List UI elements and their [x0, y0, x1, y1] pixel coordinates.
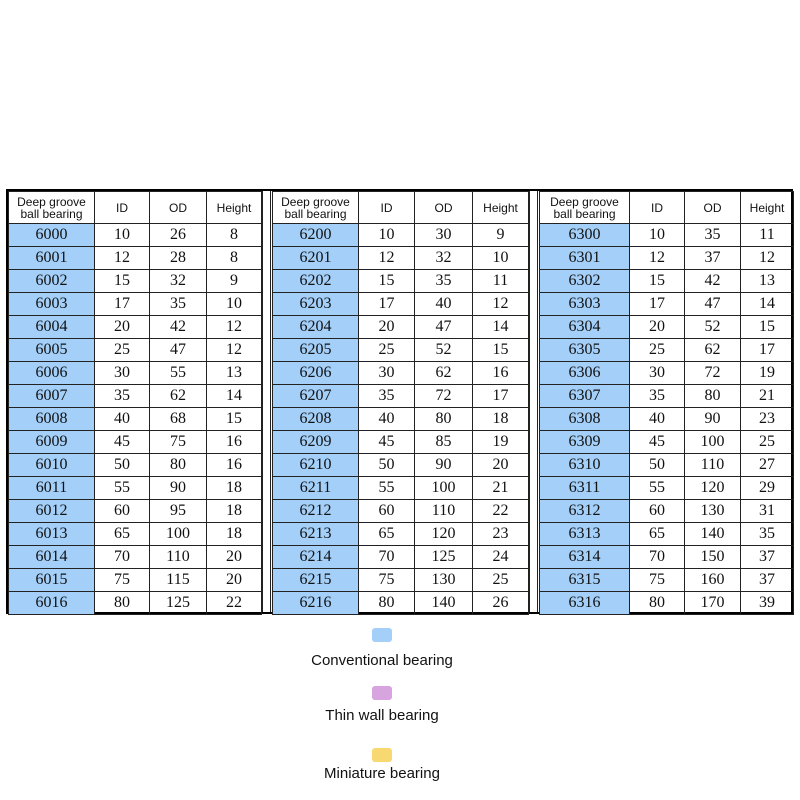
table-row: [540, 569, 794, 592]
legend-label-miniature: Miniature bearing: [324, 765, 440, 782]
outer-diameter-cell: 47: [415, 316, 473, 339]
height-value-cell: 8: [207, 247, 262, 270]
outer-diameter-cell: 140: [415, 592, 473, 615]
outer-diameter-cell: 42: [685, 270, 741, 293]
table-gap: [529, 191, 538, 612]
height-value-cell: 26: [473, 592, 529, 615]
legend-swatch-conventional: [372, 628, 392, 642]
inner-diameter-cell: 45: [630, 431, 685, 454]
inner-diameter-cell: 70: [95, 546, 150, 569]
inner-diameter-cell: 55: [359, 477, 415, 500]
inner-diameter-cell: 60: [359, 500, 415, 523]
model-number-cell: 6211: [273, 477, 359, 500]
table-row: [9, 385, 262, 408]
table-row: [9, 523, 262, 546]
inner-diameter-cell: 75: [359, 569, 415, 592]
model-number-cell: 6007: [9, 385, 95, 408]
inner-diameter-cell: 35: [359, 385, 415, 408]
height-value-cell: 18: [207, 477, 262, 500]
outer-diameter-cell: 90: [415, 454, 473, 477]
table-row: [540, 224, 794, 247]
height-value-cell: 11: [741, 224, 794, 247]
outer-diameter-cell: 52: [685, 316, 741, 339]
outer-diameter-cell: 47: [685, 293, 741, 316]
table-row: [273, 408, 529, 431]
header-height: Height: [741, 192, 794, 224]
height-value-cell: 13: [741, 270, 794, 293]
bearing-tables: [6, 189, 793, 614]
table-header-row: [273, 192, 529, 224]
table-row: [273, 431, 529, 454]
height-value-cell: 15: [741, 316, 794, 339]
outer-diameter-cell: 110: [415, 500, 473, 523]
inner-diameter-cell: 25: [359, 339, 415, 362]
header-bearing-type: Deep groove ball bearing: [540, 192, 630, 224]
outer-diameter-cell: 26: [150, 224, 207, 247]
model-number-cell: 6307: [540, 385, 630, 408]
inner-diameter-cell: 60: [95, 500, 150, 523]
inner-diameter-cell: 10: [630, 224, 685, 247]
model-number-cell: 6309: [540, 431, 630, 454]
table-row: [9, 454, 262, 477]
inner-diameter-cell: 60: [630, 500, 685, 523]
height-value-cell: 19: [741, 362, 794, 385]
model-number-cell: 6302: [540, 270, 630, 293]
model-number-cell: 6306: [540, 362, 630, 385]
outer-diameter-cell: 150: [685, 546, 741, 569]
outer-diameter-cell: 125: [415, 546, 473, 569]
table-row: [9, 316, 262, 339]
model-number-cell: 6203: [273, 293, 359, 316]
outer-diameter-cell: 75: [150, 431, 207, 454]
model-number-cell: 6310: [540, 454, 630, 477]
model-number-cell: 6216: [273, 592, 359, 615]
model-number-cell: 6201: [273, 247, 359, 270]
inner-diameter-cell: 75: [95, 569, 150, 592]
inner-diameter-cell: 70: [359, 546, 415, 569]
table-row: [540, 316, 794, 339]
inner-diameter-cell: 65: [630, 523, 685, 546]
height-value-cell: 21: [741, 385, 794, 408]
model-number-cell: 6213: [273, 523, 359, 546]
table-row: [273, 500, 529, 523]
model-number-cell: 6311: [540, 477, 630, 500]
inner-diameter-cell: 20: [95, 316, 150, 339]
height-value-cell: 20: [207, 546, 262, 569]
height-value-cell: 18: [473, 408, 529, 431]
header-od: OD: [150, 192, 207, 224]
inner-diameter-cell: 30: [359, 362, 415, 385]
outer-diameter-cell: 28: [150, 247, 207, 270]
height-value-cell: 15: [207, 408, 262, 431]
height-value-cell: 21: [473, 477, 529, 500]
model-number-cell: 6215: [273, 569, 359, 592]
inner-diameter-cell: 55: [95, 477, 150, 500]
model-number-cell: 6305: [540, 339, 630, 362]
outer-diameter-cell: 32: [415, 247, 473, 270]
outer-diameter-cell: 62: [415, 362, 473, 385]
height-value-cell: 35: [741, 523, 794, 546]
inner-diameter-cell: 65: [95, 523, 150, 546]
table-row: [273, 385, 529, 408]
table-row: [9, 477, 262, 500]
table-row: [9, 592, 262, 615]
height-value-cell: 10: [473, 247, 529, 270]
inner-diameter-cell: 35: [95, 385, 150, 408]
header-id: ID: [630, 192, 685, 224]
outer-diameter-cell: 42: [150, 316, 207, 339]
table-header-row: [9, 192, 262, 224]
model-number-cell: 6315: [540, 569, 630, 592]
model-number-cell: 6212: [273, 500, 359, 523]
height-value-cell: 25: [741, 431, 794, 454]
table-row: [540, 431, 794, 454]
table-row: [540, 500, 794, 523]
height-value-cell: 16: [207, 454, 262, 477]
table-row: [9, 431, 262, 454]
height-value-cell: 20: [473, 454, 529, 477]
table-row: [9, 224, 262, 247]
header-height: Height: [473, 192, 529, 224]
outer-diameter-cell: 80: [150, 454, 207, 477]
model-number-cell: 6015: [9, 569, 95, 592]
inner-diameter-cell: 45: [359, 431, 415, 454]
header-od: OD: [685, 192, 741, 224]
inner-diameter-cell: 25: [95, 339, 150, 362]
height-value-cell: 20: [207, 569, 262, 592]
height-value-cell: 37: [741, 569, 794, 592]
inner-diameter-cell: 10: [359, 224, 415, 247]
outer-diameter-cell: 90: [150, 477, 207, 500]
model-number-cell: 6304: [540, 316, 630, 339]
inner-diameter-cell: 17: [359, 293, 415, 316]
bearing-table-60xx: [8, 191, 262, 615]
outer-diameter-cell: 80: [685, 385, 741, 408]
inner-diameter-cell: 12: [630, 247, 685, 270]
outer-diameter-cell: 125: [150, 592, 207, 615]
height-value-cell: 17: [741, 339, 794, 362]
height-value-cell: 37: [741, 546, 794, 569]
outer-diameter-cell: 72: [685, 362, 741, 385]
model-number-cell: 6207: [273, 385, 359, 408]
table-gap: [262, 191, 271, 612]
inner-diameter-cell: 15: [359, 270, 415, 293]
inner-diameter-cell: 30: [95, 362, 150, 385]
outer-diameter-cell: 110: [685, 454, 741, 477]
outer-diameter-cell: 30: [415, 224, 473, 247]
height-value-cell: 12: [207, 339, 262, 362]
table-row: [540, 523, 794, 546]
inner-diameter-cell: 20: [630, 316, 685, 339]
model-number-cell: 6316: [540, 592, 630, 615]
legend-swatch-thin-wall: [372, 686, 392, 700]
table-row: [273, 224, 529, 247]
legend-swatch-miniature: [372, 748, 392, 762]
inner-diameter-cell: 50: [630, 454, 685, 477]
height-value-cell: 14: [741, 293, 794, 316]
inner-diameter-cell: 40: [630, 408, 685, 431]
outer-diameter-cell: 47: [150, 339, 207, 362]
outer-diameter-cell: 110: [150, 546, 207, 569]
table-row: [9, 270, 262, 293]
table-row: [273, 270, 529, 293]
height-value-cell: 14: [207, 385, 262, 408]
table-row: [540, 293, 794, 316]
inner-diameter-cell: 30: [630, 362, 685, 385]
table-header-row: [540, 192, 794, 224]
table-row: [273, 592, 529, 615]
model-number-cell: 6002: [9, 270, 95, 293]
inner-diameter-cell: 65: [359, 523, 415, 546]
table-row: [9, 293, 262, 316]
header-id: ID: [359, 192, 415, 224]
height-value-cell: 31: [741, 500, 794, 523]
model-number-cell: 6001: [9, 247, 95, 270]
height-value-cell: 13: [207, 362, 262, 385]
height-value-cell: 18: [207, 500, 262, 523]
height-value-cell: 15: [473, 339, 529, 362]
outer-diameter-cell: 160: [685, 569, 741, 592]
height-value-cell: 23: [473, 523, 529, 546]
model-number-cell: 6200: [273, 224, 359, 247]
height-value-cell: 22: [207, 592, 262, 615]
outer-diameter-cell: 37: [685, 247, 741, 270]
inner-diameter-cell: 25: [630, 339, 685, 362]
table-row: [9, 247, 262, 270]
inner-diameter-cell: 55: [630, 477, 685, 500]
outer-diameter-cell: 120: [685, 477, 741, 500]
inner-diameter-cell: 80: [630, 592, 685, 615]
table-row: [540, 270, 794, 293]
outer-diameter-cell: 95: [150, 500, 207, 523]
inner-diameter-cell: 80: [359, 592, 415, 615]
model-number-cell: 6011: [9, 477, 95, 500]
outer-diameter-cell: 32: [150, 270, 207, 293]
table-row: [273, 247, 529, 270]
outer-diameter-cell: 115: [150, 569, 207, 592]
table-row: [540, 362, 794, 385]
model-number-cell: 6204: [273, 316, 359, 339]
model-number-cell: 6208: [273, 408, 359, 431]
height-value-cell: 16: [473, 362, 529, 385]
model-number-cell: 6202: [273, 270, 359, 293]
model-number-cell: 6000: [9, 224, 95, 247]
table-row: [273, 293, 529, 316]
height-value-cell: 23: [741, 408, 794, 431]
model-number-cell: 6016: [9, 592, 95, 615]
inner-diameter-cell: 70: [630, 546, 685, 569]
outer-diameter-cell: 55: [150, 362, 207, 385]
outer-diameter-cell: 62: [685, 339, 741, 362]
model-number-cell: 6301: [540, 247, 630, 270]
height-value-cell: 22: [473, 500, 529, 523]
table-row: [540, 546, 794, 569]
outer-diameter-cell: 100: [150, 523, 207, 546]
inner-diameter-cell: 80: [95, 592, 150, 615]
legend-label-thin-wall: Thin wall bearing: [325, 707, 439, 724]
table-row: [9, 500, 262, 523]
header-bearing-type: Deep groove ball bearing: [273, 192, 359, 224]
table-row: [540, 408, 794, 431]
height-value-cell: 9: [207, 270, 262, 293]
model-number-cell: 6214: [273, 546, 359, 569]
table-row: [273, 546, 529, 569]
header-bearing-type: Deep groove ball bearing: [9, 192, 95, 224]
model-number-cell: 6010: [9, 454, 95, 477]
inner-diameter-cell: 10: [95, 224, 150, 247]
outer-diameter-cell: 85: [415, 431, 473, 454]
inner-diameter-cell: 50: [95, 454, 150, 477]
model-number-cell: 6013: [9, 523, 95, 546]
model-number-cell: 6003: [9, 293, 95, 316]
table-row: [273, 339, 529, 362]
model-number-cell: 6012: [9, 500, 95, 523]
outer-diameter-cell: 130: [415, 569, 473, 592]
outer-diameter-cell: 120: [415, 523, 473, 546]
inner-diameter-cell: 45: [95, 431, 150, 454]
model-number-cell: 6206: [273, 362, 359, 385]
model-number-cell: 6006: [9, 362, 95, 385]
table-row: [540, 592, 794, 615]
height-value-cell: 29: [741, 477, 794, 500]
outer-diameter-cell: 140: [685, 523, 741, 546]
height-value-cell: 14: [473, 316, 529, 339]
outer-diameter-cell: 35: [150, 293, 207, 316]
height-value-cell: 39: [741, 592, 794, 615]
model-number-cell: 6210: [273, 454, 359, 477]
header-id: ID: [95, 192, 150, 224]
height-value-cell: 11: [473, 270, 529, 293]
inner-diameter-cell: 40: [95, 408, 150, 431]
outer-diameter-cell: 72: [415, 385, 473, 408]
inner-diameter-cell: 15: [630, 270, 685, 293]
outer-diameter-cell: 35: [415, 270, 473, 293]
inner-diameter-cell: 50: [359, 454, 415, 477]
inner-diameter-cell: 75: [630, 569, 685, 592]
bearing-table-62xx: [272, 191, 529, 615]
outer-diameter-cell: 100: [415, 477, 473, 500]
outer-diameter-cell: 100: [685, 431, 741, 454]
height-value-cell: 9: [473, 224, 529, 247]
height-value-cell: 24: [473, 546, 529, 569]
table-row: [273, 316, 529, 339]
table-row: [540, 385, 794, 408]
table-row: [9, 546, 262, 569]
model-number-cell: 6004: [9, 316, 95, 339]
outer-diameter-cell: 40: [415, 293, 473, 316]
height-value-cell: 12: [473, 293, 529, 316]
outer-diameter-cell: 62: [150, 385, 207, 408]
table-row: [273, 523, 529, 546]
height-value-cell: 8: [207, 224, 262, 247]
outer-diameter-cell: 68: [150, 408, 207, 431]
table-row: [540, 339, 794, 362]
header-od: OD: [415, 192, 473, 224]
height-value-cell: 27: [741, 454, 794, 477]
table-row: [9, 408, 262, 431]
table-row: [9, 339, 262, 362]
inner-diameter-cell: 40: [359, 408, 415, 431]
table-row: [273, 569, 529, 592]
outer-diameter-cell: 170: [685, 592, 741, 615]
model-number-cell: 6314: [540, 546, 630, 569]
model-number-cell: 6313: [540, 523, 630, 546]
model-number-cell: 6300: [540, 224, 630, 247]
table-row: [273, 362, 529, 385]
inner-diameter-cell: 17: [630, 293, 685, 316]
model-number-cell: 6303: [540, 293, 630, 316]
inner-diameter-cell: 12: [359, 247, 415, 270]
model-number-cell: 6308: [540, 408, 630, 431]
model-number-cell: 6014: [9, 546, 95, 569]
height-value-cell: 10: [207, 293, 262, 316]
height-value-cell: 16: [207, 431, 262, 454]
inner-diameter-cell: 20: [359, 316, 415, 339]
table-row: [9, 362, 262, 385]
model-number-cell: 6005: [9, 339, 95, 362]
height-value-cell: 18: [207, 523, 262, 546]
inner-diameter-cell: 15: [95, 270, 150, 293]
model-number-cell: 6209: [273, 431, 359, 454]
height-value-cell: 12: [207, 316, 262, 339]
outer-diameter-cell: 130: [685, 500, 741, 523]
inner-diameter-cell: 35: [630, 385, 685, 408]
outer-diameter-cell: 35: [685, 224, 741, 247]
model-number-cell: 6205: [273, 339, 359, 362]
table-row: [540, 477, 794, 500]
outer-diameter-cell: 52: [415, 339, 473, 362]
inner-diameter-cell: 12: [95, 247, 150, 270]
outer-diameter-cell: 90: [685, 408, 741, 431]
model-number-cell: 6312: [540, 500, 630, 523]
outer-diameter-cell: 80: [415, 408, 473, 431]
height-value-cell: 25: [473, 569, 529, 592]
model-number-cell: 6008: [9, 408, 95, 431]
height-value-cell: 12: [741, 247, 794, 270]
legend-label-conventional: Conventional bearing: [311, 652, 453, 669]
table-row: [540, 454, 794, 477]
table-row: [9, 569, 262, 592]
height-value-cell: 19: [473, 431, 529, 454]
table-row: [273, 477, 529, 500]
table-row: [273, 454, 529, 477]
bearing-table-63xx: [539, 191, 794, 615]
inner-diameter-cell: 17: [95, 293, 150, 316]
header-height: Height: [207, 192, 262, 224]
height-value-cell: 17: [473, 385, 529, 408]
table-row: [540, 247, 794, 270]
model-number-cell: 6009: [9, 431, 95, 454]
